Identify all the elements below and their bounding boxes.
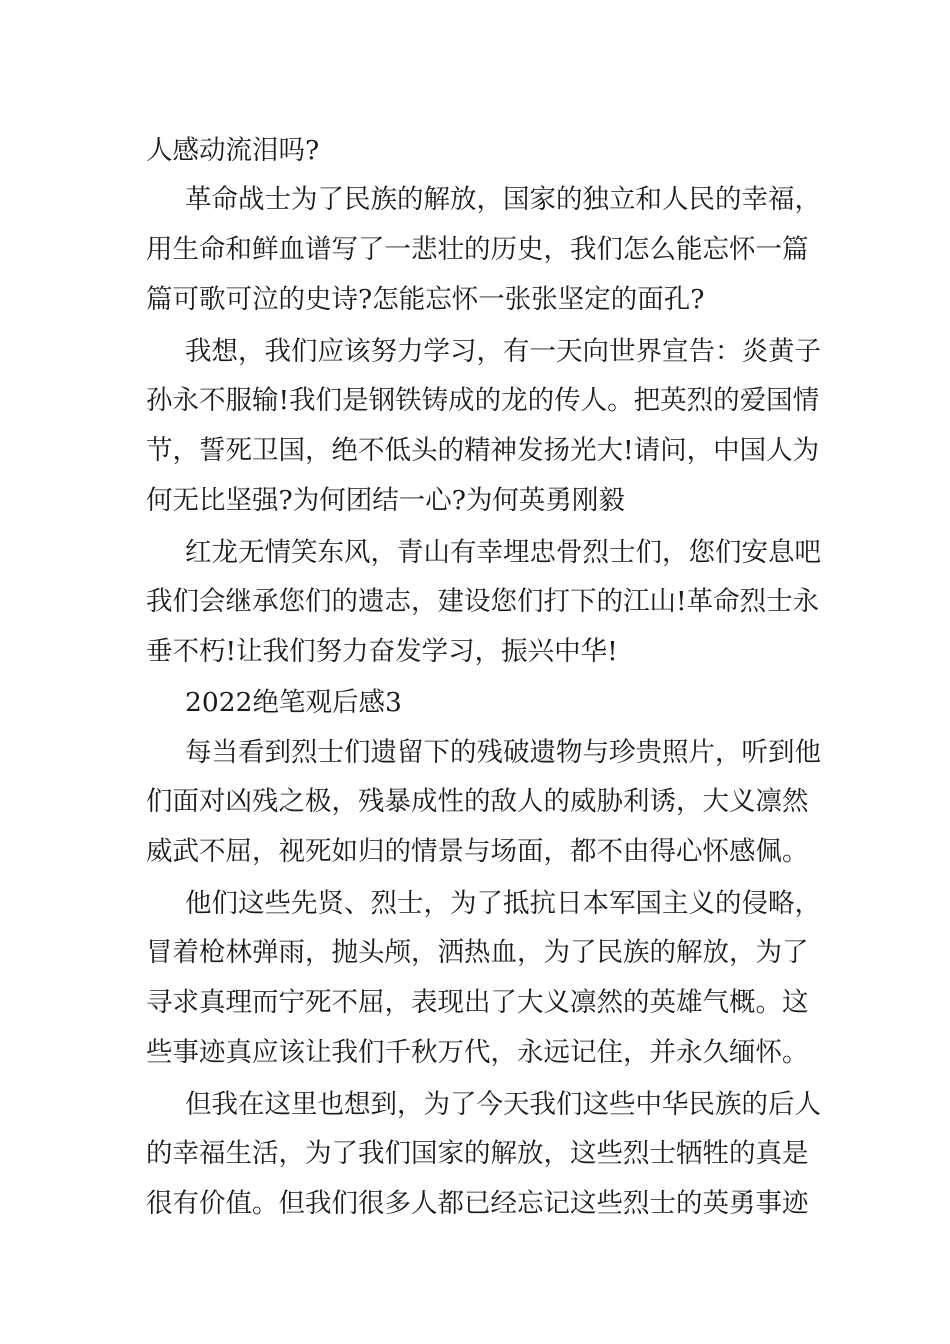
text-line: 但我在这里也想到，为了今天我们这些中华民族的后人 xyxy=(185,1089,821,1120)
text-line: 他们这些先贤、烈士，为了抵抗日本军国主义的侵略， xyxy=(185,888,821,919)
text-line: 何无比坚强?为何团结一心?为何英勇刚毅 xyxy=(146,485,625,516)
text-line: 的幸福生活，为了我们国家的解放，这些烈士牺牲的真是 xyxy=(146,1138,809,1169)
text-line: 很有价值。但我们很多人都已经忘记这些烈士的英勇事迹 xyxy=(146,1188,809,1219)
text-line: 革命战士为了民族的解放，国家的独立和人民的幸福， xyxy=(185,184,821,215)
text-line: 篇可歌可泣的史诗?怎能忘怀一张张坚定的面孔? xyxy=(146,284,705,315)
text-line: 们面对凶残之极，残暴成性的敌人的威胁利诱，大义凛然 xyxy=(146,786,809,817)
text-line: 寻求真理而宁死不屈，表现出了大义凛然的英雄气概。这 xyxy=(146,987,809,1018)
text-line: 节，誓死卫国，绝不低头的精神发扬光大!请问，中国人为 xyxy=(146,435,820,466)
text-line: 每当看到烈士们遗留下的残破遗物与珍贵照片，听到他 xyxy=(185,737,821,768)
text-line: 我们会继承您们的遗志，建设您们打下的江山!革命烈士永 xyxy=(146,586,820,617)
text-line: 人感动流泪吗? xyxy=(146,135,320,166)
text-line: 孙永不服输!我们是钢铁铸成的龙的传人。把英烈的爱国情 xyxy=(146,385,820,416)
text-line: 冒着枪林弹雨，抛头颅，洒热血，为了民族的解放，为了 xyxy=(146,937,809,968)
text-line: 我想，我们应该努力学习，有一天向世界宣告：炎黄子 xyxy=(185,336,821,367)
text-line: 红龙无情笑东风，青山有幸埋忠骨烈士们，您们安息吧 xyxy=(185,537,821,568)
text-line: 用生命和鲜血谱写了一悲壮的历史，我们怎么能忘怀一篇 xyxy=(146,234,809,265)
text-line: 些事迹真应该让我们千秋万代，永远记住，并永久缅怀。 xyxy=(146,1037,809,1068)
section-heading: 2022绝笔观后感3 xyxy=(185,687,402,718)
text-line: 垂不朽!让我们努力奋发学习，振兴中华! xyxy=(146,636,618,667)
text-line: 威武不屈，视死如归的情景与场面，都不由得心怀感佩。 xyxy=(146,836,809,867)
